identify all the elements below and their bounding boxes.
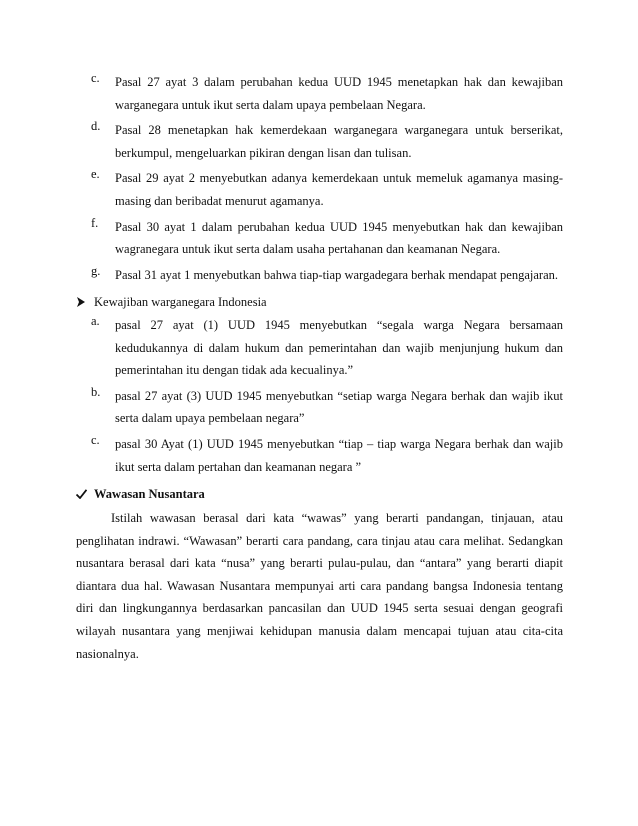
list-marker: b. (91, 384, 101, 399)
list-marker: e. (91, 167, 100, 182)
arrow-bullet-icon (76, 291, 94, 313)
list-marker: d. (91, 119, 101, 134)
list-marker: f. (91, 215, 99, 230)
list-item-b (91, 385, 563, 430)
list-item-text: pasal 27 ayat (3) UUD 1945 menyebutkan “setiap warga Negara berhak dan wajib ikut serta dalam upaya pembelaan negara” (115, 388, 563, 426)
kewajiban-heading-row (76, 291, 566, 313)
list-item-text: Pasal 28 menetapkan hak kemerdekaan warganegara warganegara untuk berserikat, berkumpul, mengeluarkan pikiran dengan lisan dan tulisan. (115, 123, 563, 160)
list-item-a (91, 314, 563, 382)
list-item-d (91, 119, 563, 164)
list-item-text: pasal 27 ayat (1) UUD 1945 menyebutkan “segala warga Negara bersamaan kedudukannya di dalam hukum dan pemerintahan dan wajib menjunjung hukum dan pemerintahan itu dengan tidak ada kecualinya.” (115, 318, 563, 378)
wawasan-heading: Wawasan Nusantara (94, 487, 205, 501)
list-marker: c. (91, 71, 100, 85)
checkmark-bullet-icon (76, 483, 94, 505)
kewajiban-heading: Kewajiban warganegara Indonesia (94, 295, 267, 309)
list-item-text: Pasal 30 ayat 1 dalam perubahan kedua UUD 1945 menyebutkan hak dan kewajiban wagranegara untuk ikut serta dalam usaha pertahanan dan keamanan Negara. (115, 219, 563, 257)
list-item-f (91, 216, 563, 261)
list-item-text: Pasal 29 ayat 2 menyebutkan adanya kemerdekaan untuk memeluk agamanya masing-masing dan beribadat menurut agamanya. (115, 171, 563, 208)
list-item-g (91, 264, 563, 287)
list-marker: c. (91, 432, 100, 447)
list-item-text: pasal 30 Ayat (1) UUD 1945 menyebutkan “tiap – tiap warga Negara berhak dan wajib ikut serta dalam pertahan dan keamanan negara ” (115, 436, 563, 474)
list-item-e (91, 167, 563, 212)
list-item-c (91, 433, 563, 478)
list-c-to-g (91, 71, 563, 286)
list-marker: g. (91, 263, 101, 278)
list-marker: a. (91, 314, 100, 328)
wawasan-paragraph-block (76, 507, 563, 665)
wawasan-heading-row (76, 483, 566, 505)
kewajiban-list (91, 314, 563, 478)
list-item-text: Pasal 31 ayat 1 menyebutkan bahwa tiap-tiap wargadegara berhak mendapat pengajaran. (115, 267, 558, 282)
list-item-c (91, 71, 563, 116)
wawasan-paragraph: Istilah wawasan berasal dari kata “wawas” yang berarti pandangan, tinjauan, atau penglihatan indrawi. “Wawasan” berarti cara pandang, cara tinjau atau cara melihat. Sedangkan nusantara berasal dari kata “nusa” yang berarti pulau-pulau, dan “antara” yang berarti diapit diantara dua hal. Wawasan Nusantara mempunyai arti cara pandang bangsa Indonesia tentang diri dan lingkungannya berdasarkan pancasilan dan UUD 1945 serta sesuai dengan geografi wilayah nusantara yang menjiwai kehidupan manusia dalam mencapai tujuan atau cita-cita nasionalnya. (76, 511, 563, 661)
list-item-text: Pasal 27 ayat 3 dalam perubahan kedua UUD 1945 menetapkan hak dan kewajiban warganegara untuk ikut serta dalam upaya pembelaan Negara. (115, 75, 563, 112)
